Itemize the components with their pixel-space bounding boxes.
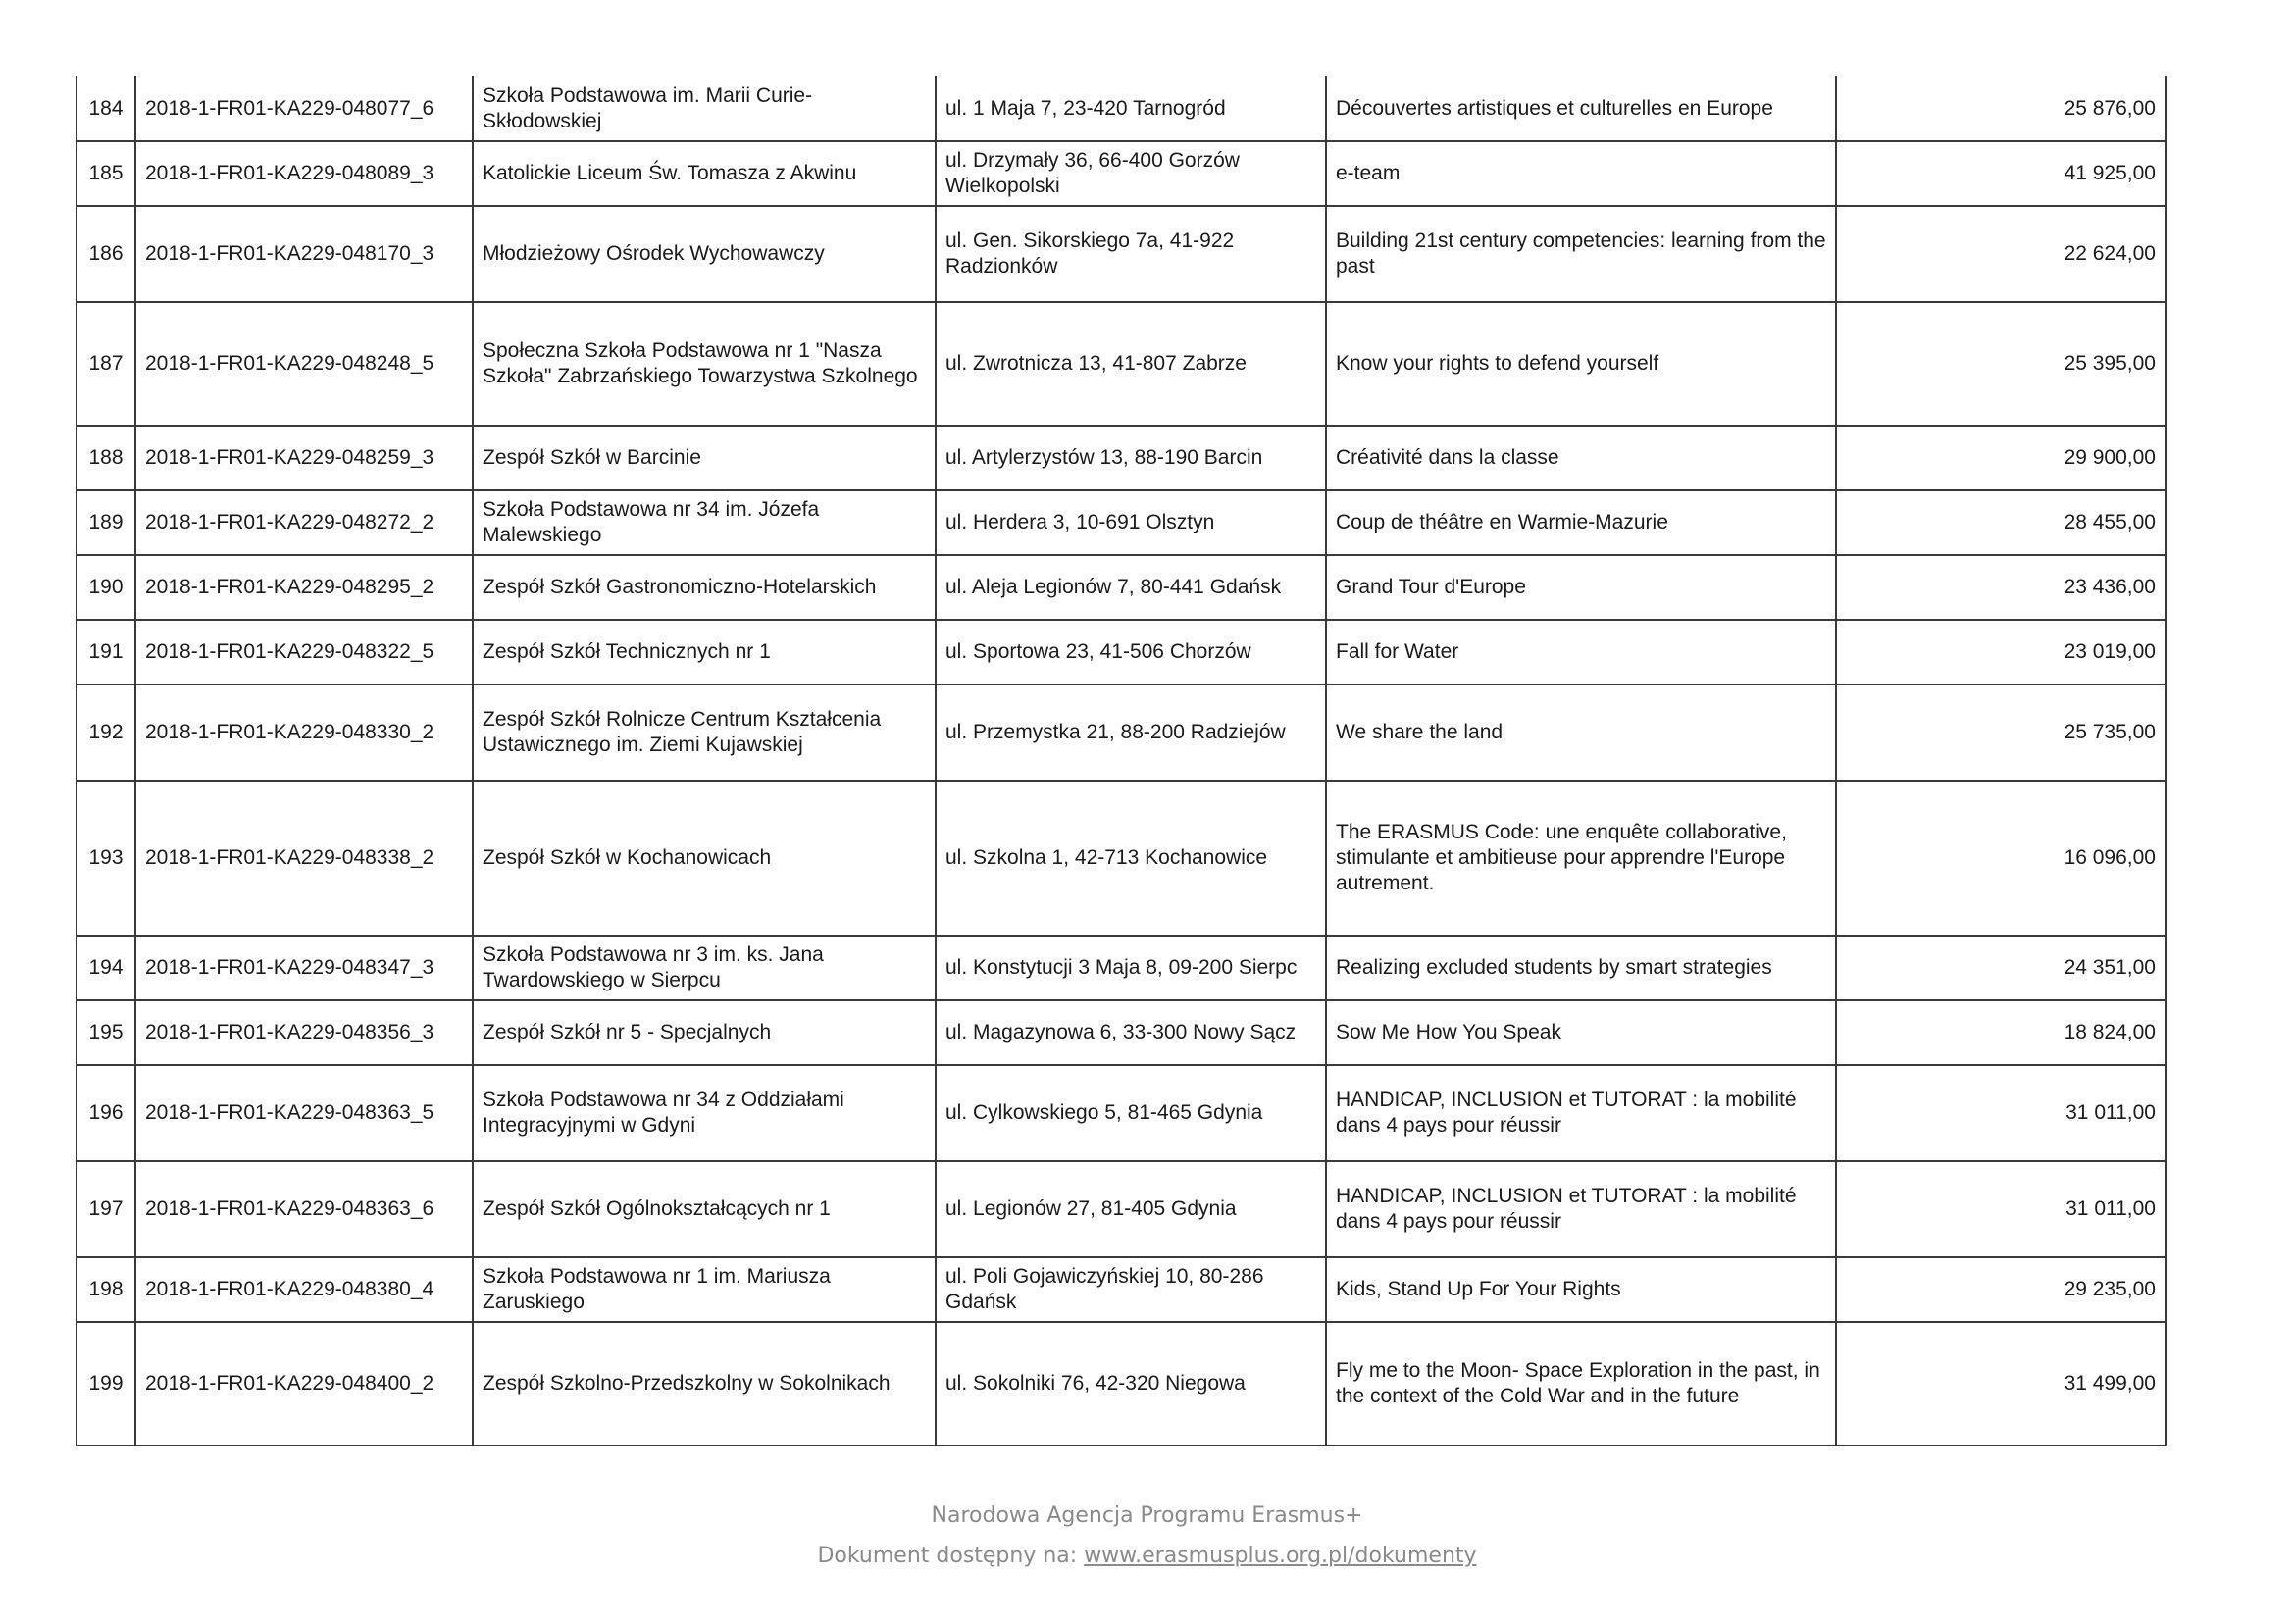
- cell-institution: Katolickie Liceum Św. Tomasza z Akwinu: [473, 141, 936, 206]
- cell-institution: Zespół Szkół Gastronomiczno-Hotelarskich: [473, 555, 936, 620]
- cell-project-id: 2018-1-FR01-KA229-048259_3: [135, 426, 473, 490]
- cell-number: 188: [76, 426, 135, 490]
- footer-documents-link[interactable]: www.erasmusplus.org.pl/dokumenty: [1084, 1544, 1477, 1568]
- cell-number: 196: [76, 1065, 135, 1161]
- cell-project-id: 2018-1-FR01-KA229-048338_2: [135, 781, 473, 936]
- cell-amount: 25 876,00: [1836, 76, 2166, 141]
- cell-institution: Zespół Szkół Ogólnokształcących nr 1: [473, 1161, 936, 1257]
- cell-institution: Szkoła Podstawowa nr 34 im. Józefa Malewskiego: [473, 490, 936, 555]
- cell-institution: Szkoła Podstawowa nr 3 im. ks. Jana Twardowskiego w Sierpcu: [473, 936, 936, 1000]
- cell-project-title: Créativité dans la classe: [1326, 426, 1836, 490]
- cell-project-id: 2018-1-FR01-KA229-048077_6: [135, 76, 473, 141]
- cell-institution: Szkoła Podstawowa im. Marii Curie-Skłodowskiej: [473, 76, 936, 141]
- footer-agency: Narodowa Agencja Programu Erasmus+: [931, 1503, 1363, 1528]
- cell-project-id: 2018-1-FR01-KA229-048347_3: [135, 936, 473, 1000]
- cell-amount: 25 735,00: [1836, 685, 2166, 781]
- cell-number: 194: [76, 936, 135, 1000]
- cell-project-title: HANDICAP, INCLUSION et TUTORAT : la mobilité dans 4 pays pour réussir: [1326, 1161, 1836, 1257]
- table-row: [76, 1322, 2166, 1446]
- cell-project-title: Découvertes artistiques et culturelles en Europe: [1326, 76, 1836, 141]
- cell-project-title: The ERASMUS Code: une enquête collaborative, stimulante et ambitieuse pour apprendre l'Europe autrement.: [1326, 781, 1836, 936]
- cell-address: ul. Drzymały 36, 66-400 Gorzów Wielkopolski: [936, 141, 1326, 206]
- cell-project-title: Grand Tour d'Europe: [1326, 555, 1836, 620]
- cell-number: 186: [76, 206, 135, 302]
- cell-amount: 23 436,00: [1836, 555, 2166, 620]
- cell-number: 184: [76, 76, 135, 141]
- cell-address: ul. Legionów 27, 81-405 Gdynia: [936, 1161, 1326, 1257]
- cell-amount: 29 235,00: [1836, 1257, 2166, 1322]
- cell-institution: Zespół Szkół w Kochanowicach: [473, 781, 936, 936]
- table-row: [76, 426, 2166, 490]
- cell-amount: 28 455,00: [1836, 490, 2166, 555]
- cell-amount: 31 499,00: [1836, 1322, 2166, 1446]
- table-row: [76, 1161, 2166, 1257]
- cell-project-title: Fall for Water: [1326, 620, 1836, 685]
- cell-address: ul. Zwrotnicza 13, 41-807 Zabrze: [936, 302, 1326, 426]
- cell-amount: 24 351,00: [1836, 936, 2166, 1000]
- cell-project-id: 2018-1-FR01-KA229-048295_2: [135, 555, 473, 620]
- cell-amount: 29 900,00: [1836, 426, 2166, 490]
- cell-project-title: Fly me to the Moon- Space Exploration in the past, in the context of the Cold War and in the future: [1326, 1322, 1836, 1446]
- cell-number: 195: [76, 1000, 135, 1065]
- table-row: [76, 302, 2166, 426]
- cell-project-id: 2018-1-FR01-KA229-048363_6: [135, 1161, 473, 1257]
- cell-number: 197: [76, 1161, 135, 1257]
- cell-number: 189: [76, 490, 135, 555]
- cell-address: ul. Cylkowskiego 5, 81-465 Gdynia: [936, 1065, 1326, 1161]
- cell-number: 185: [76, 141, 135, 206]
- cell-project-id: 2018-1-FR01-KA229-048400_2: [135, 1322, 473, 1446]
- cell-institution: Młodzieżowy Ośrodek Wychowawczy: [473, 206, 936, 302]
- cell-amount: 18 824,00: [1836, 1000, 2166, 1065]
- cell-address: ul. Szkolna 1, 42-713 Kochanowice: [936, 781, 1326, 936]
- cell-address: ul. Sportowa 23, 41-506 Chorzów: [936, 620, 1326, 685]
- table-row: [76, 1257, 2166, 1322]
- cell-project-title: HANDICAP, INCLUSION et TUTORAT : la mobilité dans 4 pays pour réussir: [1326, 1065, 1836, 1161]
- cell-address: ul. Poli Gojawiczyńskiej 10, 80-286 Gdańsk: [936, 1257, 1326, 1322]
- cell-project-title: Know your rights to defend yourself: [1326, 302, 1836, 426]
- cell-institution: Szkoła Podstawowa nr 1 im. Mariusza Zaruskiego: [473, 1257, 936, 1322]
- cell-institution: Zespół Szkolno-Przedszkolny w Sokolnikach: [473, 1322, 936, 1446]
- footer-available-prefix: Dokument dostępny na:: [817, 1544, 1085, 1568]
- table-row: [76, 620, 2166, 685]
- grants-table: [76, 76, 2167, 1446]
- cell-project-title: We share the land: [1326, 685, 1836, 781]
- cell-number: 198: [76, 1257, 135, 1322]
- cell-project-title: Realizing excluded students by smart strategies: [1326, 936, 1836, 1000]
- cell-address: ul. Herdera 3, 10-691 Olsztyn: [936, 490, 1326, 555]
- cell-project-id: 2018-1-FR01-KA229-048356_3: [135, 1000, 473, 1065]
- table-row: [76, 76, 2166, 141]
- cell-project-title: e-team: [1326, 141, 1836, 206]
- cell-amount: 31 011,00: [1836, 1161, 2166, 1257]
- table-row: [76, 1065, 2166, 1161]
- cell-project-id: 2018-1-FR01-KA229-048330_2: [135, 685, 473, 781]
- grants-table-body: [76, 76, 2166, 1446]
- cell-amount: 25 395,00: [1836, 302, 2166, 426]
- cell-institution: Zespół Szkół Technicznych nr 1: [473, 620, 936, 685]
- cell-number: 193: [76, 781, 135, 936]
- cell-project-title: Sow Me How You Speak: [1326, 1000, 1836, 1065]
- cell-institution: Społeczna Szkoła Podstawowa nr 1 "Nasza Szkoła" Zabrzańskiego Towarzystwa Szkolnego: [473, 302, 936, 426]
- cell-number: 192: [76, 685, 135, 781]
- cell-address: ul. Konstytucji 3 Maja 8, 09-200 Sierpc: [936, 936, 1326, 1000]
- table-row: [76, 141, 2166, 206]
- cell-address: ul. Artylerzystów 13, 88-190 Barcin: [936, 426, 1326, 490]
- cell-amount: 41 925,00: [1836, 141, 2166, 206]
- cell-address: ul. Przemystka 21, 88-200 Radziejów: [936, 685, 1326, 781]
- cell-address: ul. Sokolniki 76, 42-320 Niegowa: [936, 1322, 1326, 1446]
- table-row: [76, 206, 2166, 302]
- cell-amount: 31 011,00: [1836, 1065, 2166, 1161]
- cell-number: 187: [76, 302, 135, 426]
- table-row: [76, 555, 2166, 620]
- cell-project-title: Building 21st century competencies: learning from the past: [1326, 206, 1836, 302]
- cell-address: ul. 1 Maja 7, 23-420 Tarnogród: [936, 76, 1326, 141]
- cell-project-id: 2018-1-FR01-KA229-048089_3: [135, 141, 473, 206]
- cell-address: ul. Magazynowa 6, 33-300 Nowy Sącz: [936, 1000, 1326, 1065]
- cell-project-id: 2018-1-FR01-KA229-048363_5: [135, 1065, 473, 1161]
- cell-amount: 22 624,00: [1836, 206, 2166, 302]
- table-row: [76, 1000, 2166, 1065]
- footer-availability: [0, 1544, 2294, 1568]
- cell-amount: 23 019,00: [1836, 620, 2166, 685]
- cell-project-title: Coup de théâtre en Warmie-Mazurie: [1326, 490, 1836, 555]
- table-row: [76, 490, 2166, 555]
- cell-project-id: 2018-1-FR01-KA229-048380_4: [135, 1257, 473, 1322]
- cell-project-title: Kids, Stand Up For Your Rights: [1326, 1257, 1836, 1322]
- cell-address: ul. Gen. Sikorskiego 7a, 41-922 Radzionków: [936, 206, 1326, 302]
- cell-number: 199: [76, 1322, 135, 1446]
- cell-institution: Zespół Szkół Rolnicze Centrum Kształcenia Ustawicznego im. Ziemi Kujawskiej: [473, 685, 936, 781]
- table-row: [76, 781, 2166, 936]
- cell-project-id: 2018-1-FR01-KA229-048170_3: [135, 206, 473, 302]
- cell-institution: Szkoła Podstawowa nr 34 z Oddziałami Integracyjnymi w Gdyni: [473, 1065, 936, 1161]
- cell-address: ul. Aleja Legionów 7, 80-441 Gdańsk: [936, 555, 1326, 620]
- cell-institution: Zespół Szkół w Barcinie: [473, 426, 936, 490]
- table-row: [76, 685, 2166, 781]
- cell-number: 190: [76, 555, 135, 620]
- cell-number: 191: [76, 620, 135, 685]
- cell-project-id: 2018-1-FR01-KA229-048322_5: [135, 620, 473, 685]
- cell-project-id: 2018-1-FR01-KA229-048248_5: [135, 302, 473, 426]
- cell-institution: Zespół Szkół nr 5 - Specjalnych: [473, 1000, 936, 1065]
- cell-amount: 16 096,00: [1836, 781, 2166, 936]
- cell-project-id: 2018-1-FR01-KA229-048272_2: [135, 490, 473, 555]
- table-row: [76, 936, 2166, 1000]
